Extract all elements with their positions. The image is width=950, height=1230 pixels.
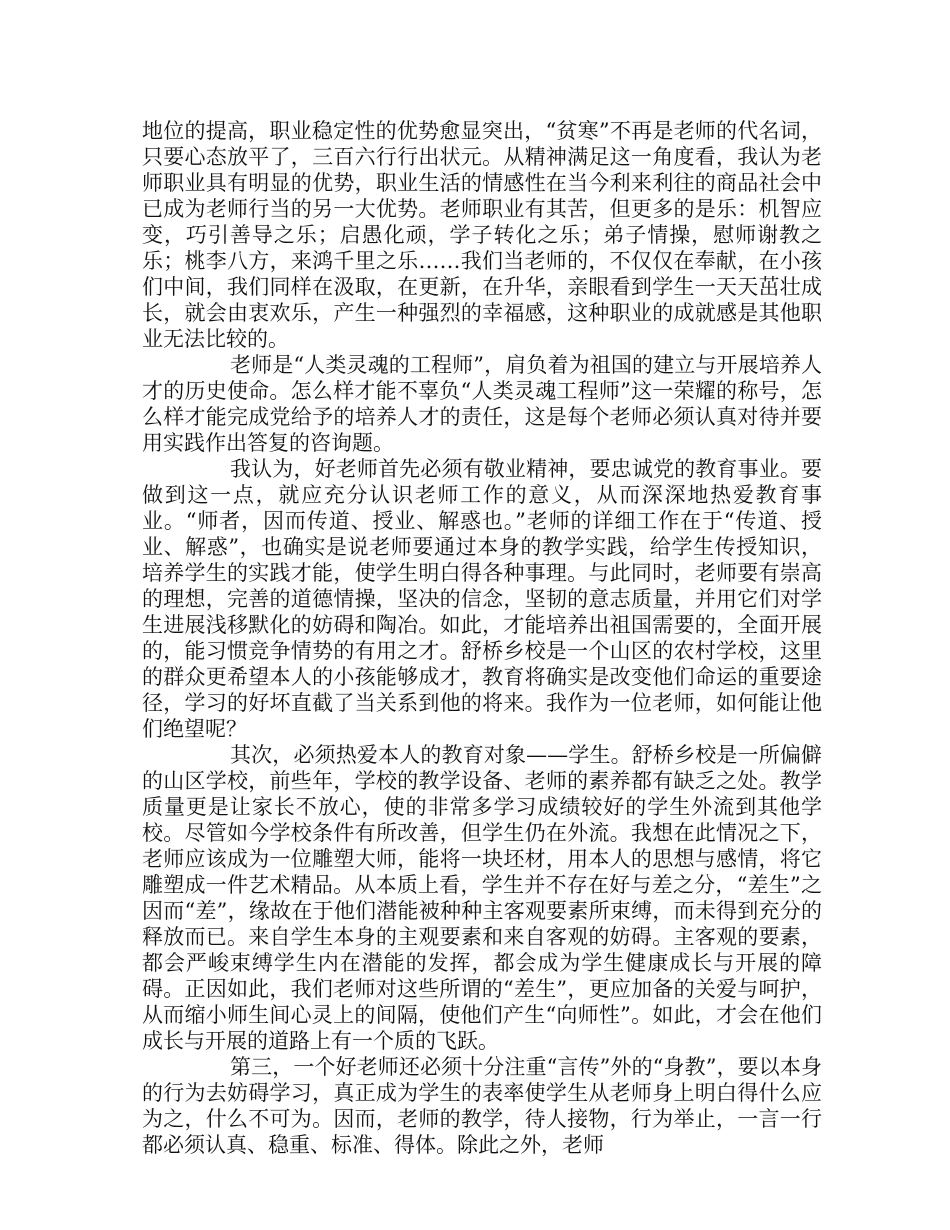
paragraph-5: 第三，一个好老师还必须十分注重“言传”外的“身教”，要以本身的行为去妨碍学习，真正成为学生的表率使学生从老师身上明白得什么应为之，什么不可为。因而，老师的教学，待人接物，行为举止，一言一行都必须认真、稳重、标准、得体。除此之外，老师 xyxy=(142,1055,822,1157)
paragraph-1: 地位的提高，职业稳定性的优势愈显突出，“贫寒”不再是老师的代名词，只要心态放平了，三百六行行出状元。从精神满足这一角度看，我认为老师职业具有明显的优势，职业生活的情感性在当今利来利往的商品社会中已成为老师行当的另一大优势。老师职业有其苦，但更多的是乐：机智应变，巧引善导之乐；启愚化顽，学子转化之乐；弟子情操，慰师谢教之乐；桃李八方，来鸿千里之乐……我们当老师的，不仅仅在奉献，在小孩们中间，我们同样在汲取，在更新，在升华，亲眼看到学生一天天茁壮成长，就会由衷欢乐，产生一种强烈的幸福感，这种职业的成就感是其他职业无法比较的。 xyxy=(142,119,822,351)
document-body xyxy=(142,118,822,1158)
paragraph-2: 老师是“人类灵魂的工程师”，肩负着为祖国的建立与开展培养人才的历史使命。怎么样才能不辜负“人类灵魂工程师”这一荣耀的称号，怎么样才能完成党给予的培养人才的责任，这是每个老师必须认真对待并要用实践作出答复的咨询题。 xyxy=(142,353,822,455)
paragraph-3: 我认为，好老师首先必须有敬业精神，要忠诚党的教育事业。要做到这一点，就应充分认识老师工作的意义，从而深深地热爱教育事业。“师者，因而传道、授业、解惑也。”老师的详细工作在于“传道、授业、解惑”，也确实是说老师要通过本身的教学实践，给学生传授知识，培养学生的实践才能，使学生明白得各种事理。与此同时，老师要有崇高的理想，完善的道德情操，坚决的信念，坚韧的意志质量，并用它们对学生进展浅移默化的妨碍和陶冶。如此，才能培养出祖国需要的，全面开展的，能习惯竞争情势的有用之才。舒桥乡校是一个山区的农村学校，这里的群众更希望本人的小孩能够成才，教育将确实是改变他们命运的重要途径，学习的好坏直截了当关系到他的将来。我作为一位老师，如何能让他们绝望呢？ xyxy=(142,457,822,741)
paragraph-4: 其次，必须热爱本人的教育对象——学生。舒桥乡校是一所偏僻的山区学校，前些年，学校的教学设备、老师的素养都有缺乏之处。教学质量更是让家长不放心，使的非常多学习成绩较好的学生外流到其他学校。尽管如今学校条件有所改善，但学生仍在外流。我想在此情况之下，老师应该成为一位雕塑大师，能将一块坯材，用本人的思想与感情，将它雕塑成一件艺术精品。从本质上看，学生并不存在好与差之分，“差生”之因而“差”，缘故在于他们潜能被种种主客观要素所束缚，而未得到充分的释放而已。来自学生本身的主观要素和来自客观的妨碍。主客观的要素，都会严峻束缚学生内在潜能的发挥，都会成为学生健康成长与开展的障碍。正因如此，我们老师对这些所谓的“差生”，更应加备的关爱与呵护，从而缩小师生间心灵上的间隔，使他们产生“向师性”。如此，才会在他们成长与开展的道路上有一个质的飞跃。 xyxy=(142,743,822,1053)
